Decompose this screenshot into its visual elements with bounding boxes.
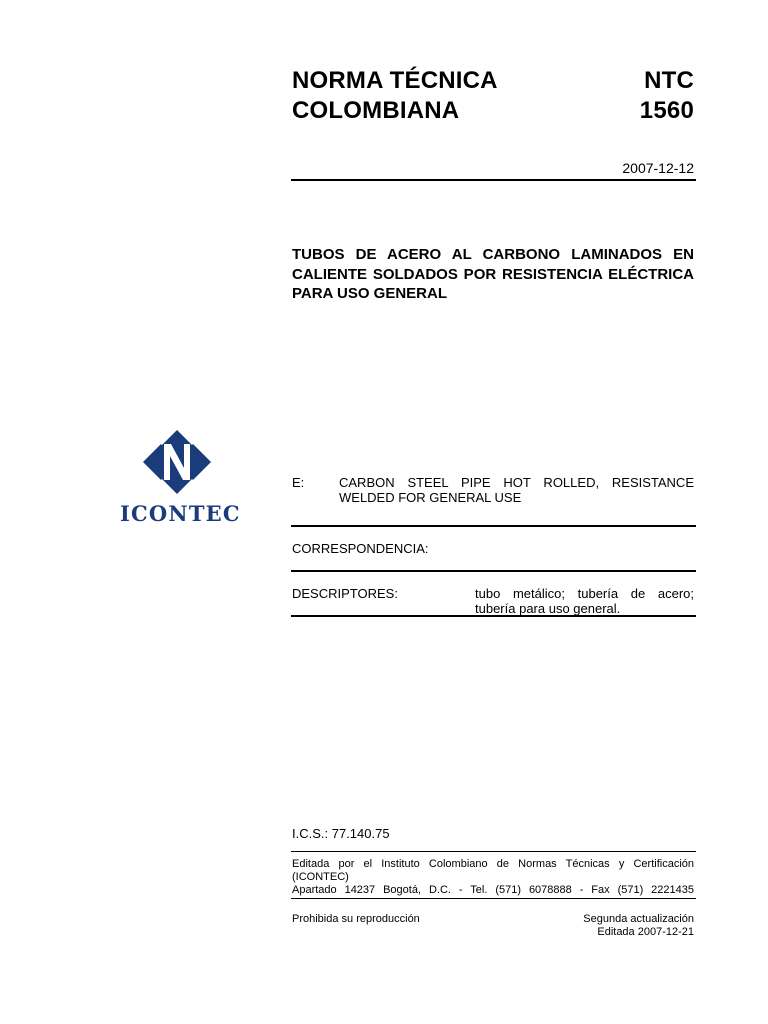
standard-code-number: 1560 <box>639 97 694 124</box>
reproduction-notice: Prohibida su reproducción <box>292 913 420 925</box>
header-divider <box>291 179 696 181</box>
document-title: TUBOS DE ACERO AL CARBONO LAMINADOS EN CALIENTE SOLDADOS POR RESISTENCIA ELÉCTRICA PARA USO GENERAL <box>292 246 694 302</box>
editor-line1: Editada por el Instituto Colombiano de Normas Técnicas y Certificación (ICONTEC) <box>292 858 694 883</box>
editor-line2: Apartado 14237 Bogotá, D.C. - Tel. (571) 6078888 - Fax (571) 2221435 <box>292 884 694 896</box>
edition-date: Editada 2007-12-21 <box>597 926 694 938</box>
descriptors-divider <box>291 615 696 617</box>
ics-divider <box>291 851 696 852</box>
descriptors-text: tubo metálico; tubería de acero; tubería para uso general. <box>475 586 694 616</box>
standard-date: 2007-12-12 <box>622 160 694 176</box>
ics-code: I.C.S.: 77.140.75 <box>292 826 390 841</box>
descriptors-label: DESCRIPTORES: <box>292 586 398 601</box>
standard-title-line1: NORMA TÉCNICA <box>292 67 498 94</box>
edition-update: Segunda actualización <box>583 913 694 925</box>
english-title: CARBON STEEL PIPE HOT ROLLED, RESISTANCE WELDED FOR GENERAL USE <box>339 475 694 505</box>
icontec-n-logo-icon <box>120 430 234 494</box>
editor-info <box>292 858 694 897</box>
document-header <box>292 66 694 126</box>
english-title-label: E: <box>292 475 305 490</box>
english-divider <box>291 525 696 527</box>
correspondence-divider <box>291 570 696 572</box>
standard-code-prefix: NTC <box>644 67 694 94</box>
logo-wordmark: ICONTEC <box>120 501 241 526</box>
standard-title-line2: COLOMBIANA <box>292 97 460 124</box>
edition-info <box>494 913 694 939</box>
correspondence-label: CORRESPONDENCIA: <box>292 541 429 556</box>
icontec-logo <box>120 430 241 526</box>
editor-divider <box>291 898 696 899</box>
